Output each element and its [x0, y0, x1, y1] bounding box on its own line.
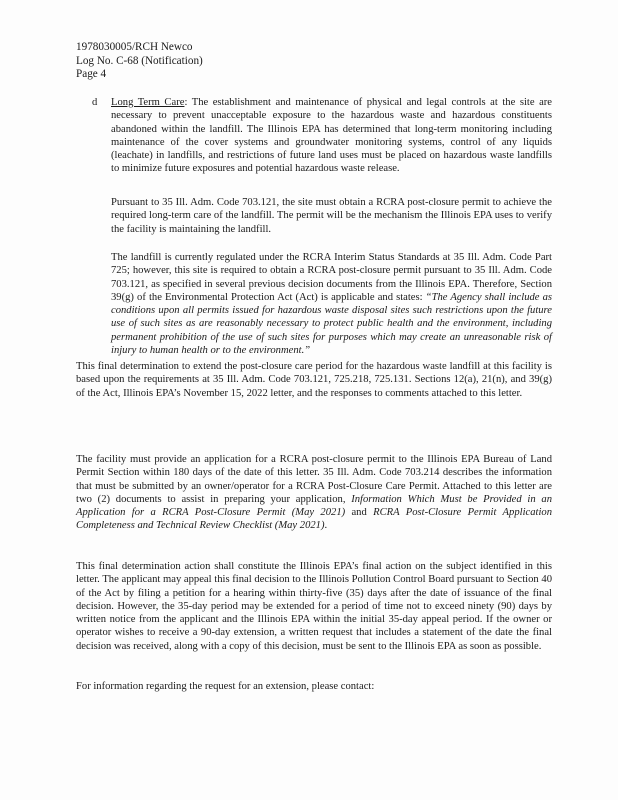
header-log-number: Log No. C-68 (Notification) [76, 54, 203, 67]
application-and: and [345, 507, 374, 519]
header-facility-id: 1978030005/RCH Newco [76, 41, 193, 53]
paragraph-application [76, 453, 552, 533]
paragraph-regulated [111, 251, 552, 357]
paragraph-permit: Pursuant to 35 Ill. Adm. Code 703.121, the site must obtain a RCRA post-closure permit to achieve the required long-term care of the landfill. The permit will be the mechanism the Illinois EPA uses to verify the facility is maintaining the landfill. [111, 197, 552, 235]
item-d-heading: Long Term Care [111, 97, 185, 108]
regulated-text: The landfill is currently regulated under the RCRA Interim Status Standards at 35 Ill. Adm. Code Part 725; however, this site is required to obtain a RCRA post-closure permit pursuant to 35 Ill. Adm. Code 703.121, as specified in several previous decision documents from the Illinois EPA. Therefore, Section 39(g) of the Environmental Protection Act (Act) is applicable and states: [111, 252, 552, 303]
application-end: . [324, 520, 328, 532]
paragraph-final-determination: This final determination to extend the post-closure care period for the hazardous waste landfill at this facility is based upon the requirements at 35 Ill. Adm. Code 703.121, 725.218, 725.131. Sections 12(a), 21(n), and 39(g) of the Act, Illinois EPA’s November 15, 2022 letter, and the responses to comments attached to this letter. [76, 361, 552, 399]
section-39g-quote: “The Agency shall include as conditions upon all permits issued for hazardous waste disposal sites such restrictions upon the future use of such sites as are reasonably necessary to protect public health and the environment, including permanent prohibition of the use of such sites for purposes which may create an unreasonable risk of injury to human health or to the environment.” [111, 291, 553, 357]
item-d-text: : The establishment and maintenance of physical and legal controls at the site are necessary to prevent unacceptable exposure to the hazardous waste and hazardous constituents abandoned within the landfill. The Illinois EPA has determined that long-term monitoring including maintenance of the cover systems and groundwater monitoring systems, control of any liquids (leachate) in landfills, and restrictions of future land uses must be placed on hazardous waste landfills to minimize future exposures and potential hazardous waste release. [111, 97, 552, 175]
header-page-number: Page 4 [76, 68, 107, 80]
paragraph-contact: For information regarding the request for an extension, please contact: [76, 681, 375, 692]
letter-header [76, 41, 203, 82]
paragraph-appeal: This final determination action shall constitute the Illinois EPA’s final action on the subject identified in this letter. The applicant may appeal this final decision to the Illinois Pollution Control Board pursuant to Section 40 of the Act by filing a petition for a hearing within thirty-five (35) days after the date of issuance of the final decision. However, the 35-day period may be extended for a period of time not to exceed ninety (90) days by written notice from the applicant and the Illinois EPA within the initial 35-day appeal period. If the owner or operator wishes to receive a 90-day extension, a written request that includes a statement of the date the final decision was received, along with a copy of this decision, must be sent to the Illinois EPA as soon as possible. [76, 561, 552, 652]
item-letter: d [92, 97, 98, 108]
item-d-long-term-care [92, 96, 552, 176]
attached-document-1: Information Which Must be Provided in an Application for a RCRA Post-Closure Permit (May 2021) [76, 493, 552, 519]
attached-document-2: RCRA Post-Closure Permit Application Completeness and Technical Review Checklist (May 2021) [76, 507, 552, 532]
item-d-paragraph [111, 96, 552, 176]
application-text: The facility must provide an application for a RCRA post-closure permit to the Illinois EPA Bureau of Land Permit Section within 180 days of the date of this letter. 35 Ill. Adm. Code 703.214 describes the information that must be submitted by an owner/operator for a RCRA Post-Closure Care Permit. Attached to this letter are two (2) documents to assist in preparing your application, [76, 454, 552, 505]
